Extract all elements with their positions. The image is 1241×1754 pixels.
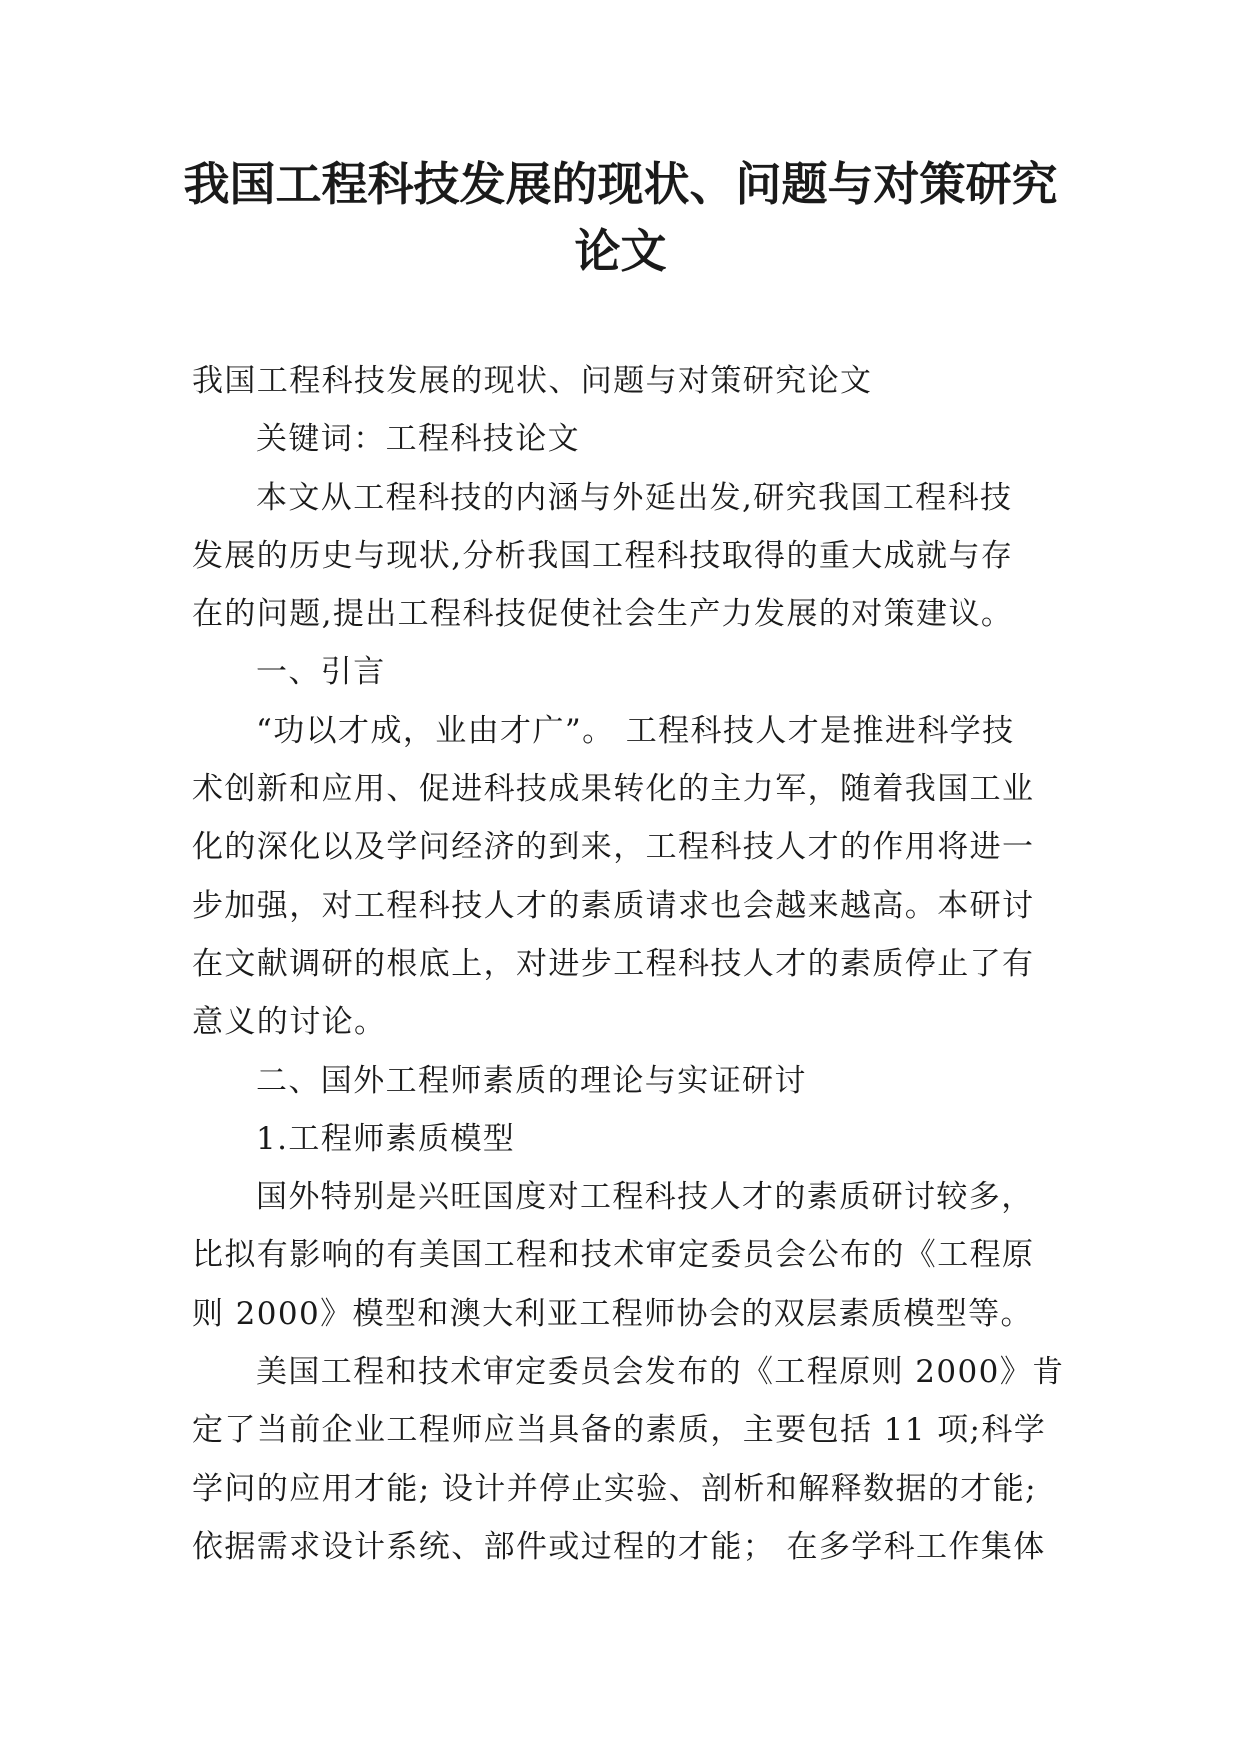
text-line: 发展的历史与现状,分析我国工程科技取得的重大成就与存: [192, 537, 1014, 574]
text-line: 关键词：工程科技论文: [256, 421, 580, 458]
document-body: [192, 352, 1065, 1576]
text-line: 比拟有影响的有美国工程和技术审定委员会公布的《工程原: [192, 1237, 1035, 1274]
document-title-line-1: 我国工程科技发展的现状、问题与对策研究: [183, 157, 1058, 211]
text-line: 依据需求设计系统、部件或过程的才能； 在多学科工作集体: [192, 1528, 1046, 1565]
subsection-heading: 1.工程师素质模型: [256, 1120, 516, 1157]
text-line: 国外特别是兴旺国度对工程科技人才的素质研讨较多，: [256, 1179, 1034, 1216]
text-line: 步加强，对工程科技人才的素质请求也会越来越高。本研讨: [192, 887, 1035, 924]
text-line: 化的深化以及学问经济的到来，工程科技人才的作用将进一: [192, 829, 1035, 866]
text-line: “功以才成，业由才广”。 工程科技人才是推进科学技: [256, 712, 1015, 749]
text-line: 学问的应用才能; 设计并停止实验、剖析和解释数据的才能;: [192, 1470, 1037, 1507]
document-title-line-2: 论文: [574, 224, 667, 278]
text-line: 术创新和应用、促进科技成果转化的主力军，随着我国工业: [192, 771, 1035, 808]
text-line: 我国工程科技发展的现状、问题与对策研究论文: [192, 363, 873, 399]
text-line: 美国工程和技术审定委员会发布的《工程原则 2000》肯: [256, 1354, 1065, 1391]
text-line: 本文从工程科技的内涵与外延出发,研究我国工程科技: [256, 479, 1013, 516]
section-heading: 一、引言: [256, 654, 386, 691]
text-line: 意义的讨论。: [192, 1004, 387, 1041]
section-heading: 二、国外工程师素质的理论与实证研讨: [256, 1062, 807, 1099]
text-line: 定了当前企业工程师应当具备的素质，主要包括 11 项;科学: [192, 1412, 1047, 1449]
text-line: 在的问题,提出工程科技促使社会生产力发展的对策建议。: [192, 596, 1014, 633]
text-line: 在文献调研的根底上，对进步工程科技人才的素质停止了有: [192, 945, 1035, 982]
text-line: 则 2000》模型和澳大利亚工程师协会的双层素质模型等。: [192, 1295, 1033, 1332]
